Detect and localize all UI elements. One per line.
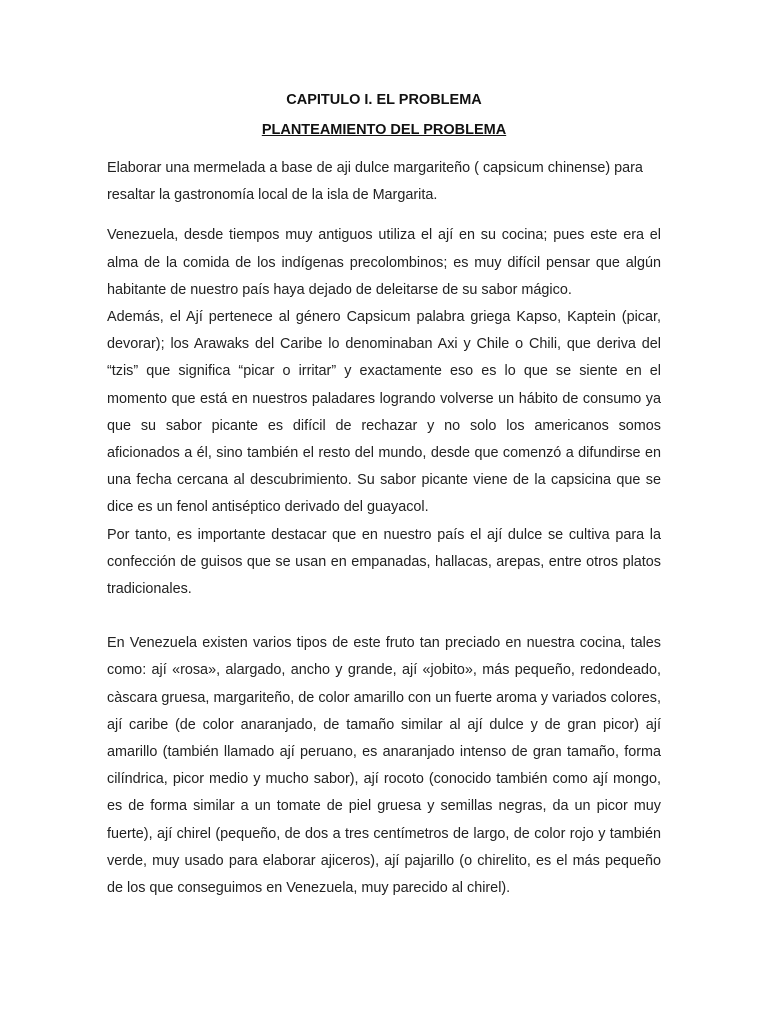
section-title: PLANTEAMIENTO DEL PROBLEMA bbox=[261, 122, 507, 138]
paragraph-varieties: En Venezuela existen varios tipos de este fruto tan preciado en nuestra cocina, tales como: ají «rosa», alargado, ancho y grande, ají «jobito», más pequeño, redondeado, càscara gruesa, margariteño, de color amarillo con un fuerte aroma y variados colores, ají caribe (de color anaranjado, de tamaño similar al ají dulce y de gran picor) ají amarillo (también llamado ají peruano, es anaranjado intenso de gran tamaño, forma cilíndrica, picor medio y mucho sabor), ají rocoto (conocido también como ají mongo, es de forma similar a un tomate de piel gruesa y semillas negras, da un picor muy fuerte), ají chirel (pequeño, de dos a tres centímetros de largo, de color rojo y también verde, muy usado para elaborar ajiceros), ají pajarillo (o chirelito, es el más pequeño de los que conseguimos en Venezuela, muy parecido al chirel). bbox=[107, 635, 661, 897]
paragraph-capsicum: Además, el Ají pertenece al género Capsicum palabra griega Kapso, Kaptein (picar, devorar); los Arawaks del Caribe lo denominaban Axi y Chile o Chili, que deriva del “tzis” que significa “picar o irritar” y exactamente eso es lo que se siente en el momento que está en nuestros paladares logrando volverse un hábito de consumo ya que su sabor picante es difícil de rechazar y no solo los americanos somos aficionados a él, sino también el resto del mundo, desde que comenzó a difundirse en una fecha cercana al descubrimiento. Su sabor picante viene de la capsicina que se dice es un fenol antiséptico derivado del guayacol. bbox=[107, 309, 661, 516]
paragraph-cultivation: Por tanto, es importante destacar que en nuestro país el ají dulce se cultiva para la confección de guisos que se usan en empanadas, hallacas, arepas, entre otros platos tradicionales. bbox=[107, 526, 661, 598]
paragraph-history: Venezuela, desde tiempos muy antiguos utiliza el ají en su cocina; pues este era el alma de la comida de los indígenas precolombinos; es muy difícil pensar que algún habitante de nuestro país haya dejado de deleitarse de su sabor mágico. bbox=[107, 227, 661, 298]
document-page bbox=[107, 0, 661, 902]
paragraph-objective: Elaborar una mermelada a base de aji dulce margariteño ( capsicum chinense) para resaltar la gastronomía local de la isla de Margarita. bbox=[107, 160, 643, 204]
chapter-title: CAPITULO I. EL PROBLEMA bbox=[286, 92, 482, 108]
